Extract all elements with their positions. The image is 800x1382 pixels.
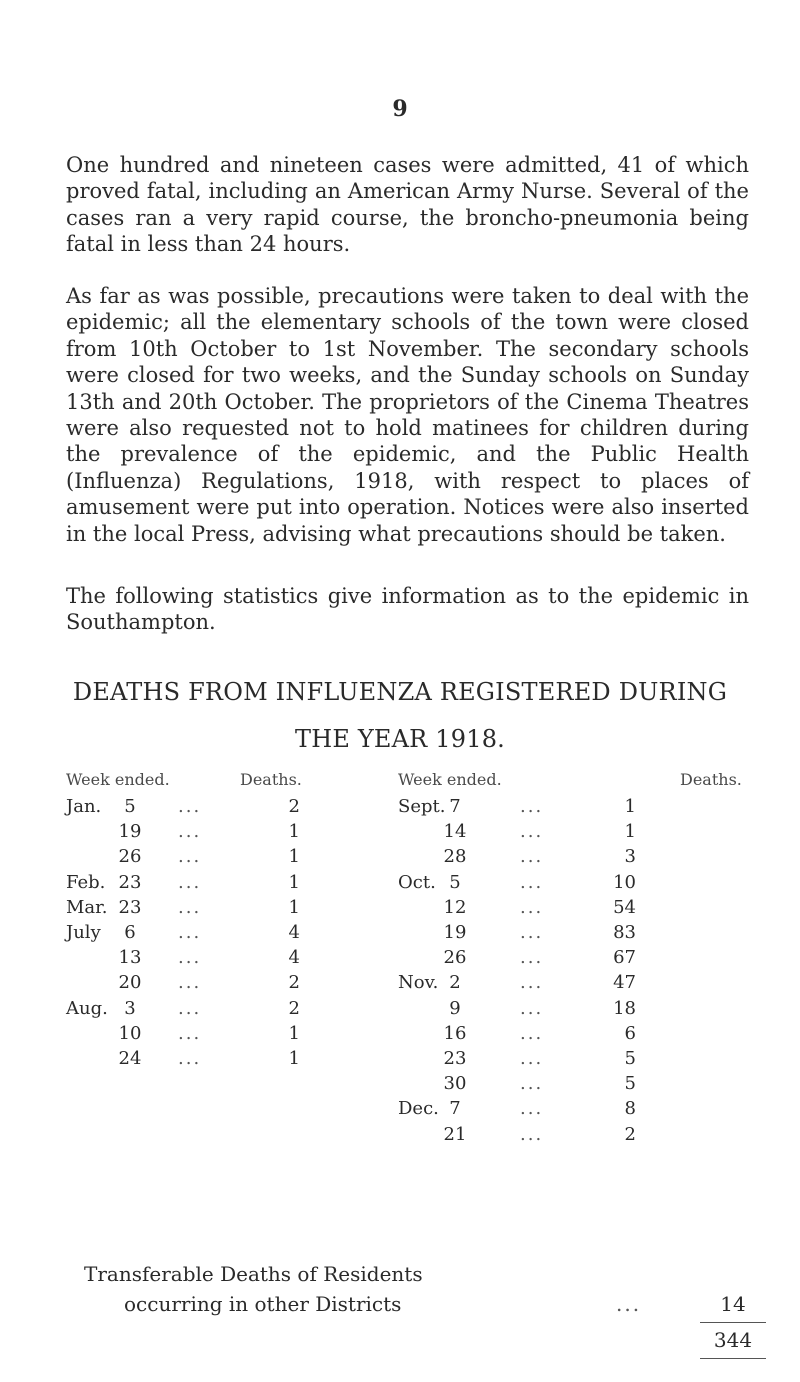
page-number: 9 (392, 96, 408, 122)
total-rule-bottom (700, 1358, 766, 1359)
footer-transferable-label-line1: Transferable Deaths of Residents (84, 1262, 423, 1286)
deaths-count: 1 (288, 896, 300, 918)
week-day: 26 (118, 846, 142, 868)
week-day: 6 (124, 922, 136, 943)
leader-dots: ... (520, 821, 544, 843)
deaths-count: 18 (613, 997, 636, 1019)
deaths-count: 10 (613, 871, 636, 893)
leader-dots: ... (178, 947, 202, 969)
deaths-count: 54 (613, 896, 636, 918)
week-day: 13 (118, 947, 142, 969)
table-row (0, 1098, 800, 1124)
paragraph-statistics-intro: The following statistics give information as to the epidemic in Southampton. (66, 584, 749, 635)
leader-dots: ... (178, 896, 202, 918)
table-row (0, 1124, 800, 1150)
deaths-count: 1 (624, 821, 636, 843)
leader-dots: ... (178, 871, 202, 893)
deaths-count: 83 (613, 922, 636, 943)
week-day: 23 (118, 871, 142, 893)
week-day: 5 (449, 871, 461, 893)
week-day: 23 (118, 896, 142, 918)
deaths-count: 2 (288, 796, 300, 817)
leader-dots: ... (520, 796, 544, 817)
paragraph-precautions: As far as was possible, precautions were taken to deal with the epidemic; all the elementary schools of the town were closed from 10th October to 1st November. The secondary schools were closed for two weeks, and the Sunday schools on Sunday 13th and 20th October. The proprietors of the Cinema Theatres were also requested not to hold matinees for children during the prevalence of the epidemic, and the Public Health (Influenza) Regulations, 1918, with respect to places of amusement were put into operation. Notices were also inserted in the local Press, advising what precautions should be taken. (66, 284, 749, 546)
table-row (0, 821, 800, 847)
deaths-count: 1 (288, 846, 300, 868)
leader-dots: ... (520, 1073, 544, 1095)
week-day: 9 (449, 997, 461, 1019)
week-month: Feb. (66, 871, 106, 893)
leader-dots: ... (178, 922, 202, 943)
leader-dots: ... (520, 972, 544, 994)
week-month: Nov. (398, 972, 439, 994)
week-day: 30 (443, 1073, 467, 1095)
deaths-count: 2 (288, 997, 300, 1019)
leader-dots: ... (520, 1048, 544, 1069)
table-title-line2: THE YEAR 1918. (295, 725, 505, 753)
total-rule-top (700, 1322, 766, 1323)
table-row (0, 872, 800, 898)
footer-transferable-label-line2: occurring in other Districts (124, 1292, 402, 1316)
leader-dots: ... (178, 997, 202, 1019)
deaths-count: 3 (624, 846, 636, 868)
week-day: 2 (449, 972, 461, 994)
week-day: 21 (443, 1123, 467, 1145)
week-day: 19 (118, 821, 142, 843)
leader-dots: ... (178, 821, 202, 843)
deaths-count: 2 (288, 972, 300, 994)
deaths-count: 5 (624, 1048, 636, 1069)
week-day: 26 (443, 947, 467, 969)
deaths-count: 1 (288, 871, 300, 893)
table-row (0, 897, 800, 923)
week-day: 14 (443, 821, 467, 843)
deaths-count: 47 (613, 972, 636, 994)
table-row (0, 1048, 800, 1074)
week-month: Aug. (66, 997, 108, 1019)
week-month: Jan. (66, 796, 102, 817)
leader-dots: ... (178, 796, 202, 817)
week-day: 20 (118, 972, 142, 994)
table-row (0, 846, 800, 872)
paragraph-cases-admitted: One hundred and nineteen cases were admitted, 41 of which proved fatal, including an American Army Nurse. Several of the cases ran a very rapid course, the broncho-pneumonia being fatal in less than 24 hours. (66, 153, 749, 257)
table-row (0, 998, 800, 1024)
leader-dots: ... (520, 1098, 544, 1120)
leader-dots: ... (520, 1123, 544, 1145)
footer-leader-dots: ... (616, 1292, 642, 1316)
week-day: 12 (443, 896, 467, 918)
deaths-count: 1 (288, 1022, 300, 1044)
week-day: 3 (124, 997, 136, 1019)
column-header-week-ended-right: Week ended. (398, 770, 502, 789)
leader-dots: ... (520, 922, 544, 943)
deaths-count: 1 (288, 1048, 300, 1069)
table-row (0, 796, 800, 822)
week-month: July (66, 922, 101, 943)
deaths-count: 5 (624, 1073, 636, 1095)
table-row (0, 1023, 800, 1049)
deaths-count: 1 (288, 821, 300, 843)
week-day: 23 (443, 1048, 467, 1069)
table-row (0, 947, 800, 973)
week-month: Sept. (398, 796, 446, 817)
footer-transferable-deaths: 14 (720, 1292, 746, 1316)
leader-dots: ... (520, 997, 544, 1019)
leader-dots: ... (520, 947, 544, 969)
week-day: 28 (443, 846, 467, 868)
deaths-table (0, 770, 800, 1150)
deaths-count: 1 (624, 796, 636, 817)
leader-dots: ... (178, 1048, 202, 1069)
column-header-deaths-left: Deaths. (240, 770, 302, 789)
week-day: 7 (449, 796, 461, 817)
week-day: 24 (118, 1048, 142, 1069)
week-month: Dec. (398, 1098, 439, 1120)
table-row (0, 922, 800, 948)
deaths-count: 2 (624, 1123, 636, 1145)
week-month: Oct. (398, 871, 436, 893)
table-row (0, 972, 800, 998)
leader-dots: ... (178, 846, 202, 868)
week-day: 16 (443, 1022, 467, 1044)
week-day: 19 (443, 922, 467, 943)
deaths-count: 4 (288, 922, 300, 943)
leader-dots: ... (520, 846, 544, 868)
week-day: 5 (124, 796, 136, 817)
table-row (0, 1073, 800, 1099)
week-day: 7 (449, 1098, 461, 1120)
column-header-week-ended-left: Week ended. (66, 770, 170, 789)
deaths-count: 6 (624, 1022, 636, 1044)
deaths-count: 67 (613, 947, 636, 969)
week-month: Mar. (66, 896, 108, 918)
leader-dots: ... (520, 1022, 544, 1044)
deaths-count: 8 (624, 1098, 636, 1120)
leader-dots: ... (520, 896, 544, 918)
leader-dots: ... (178, 972, 202, 994)
leader-dots: ... (520, 871, 544, 893)
footer-total: 344 (713, 1328, 753, 1352)
column-header-deaths-right: Deaths. (680, 770, 742, 789)
leader-dots: ... (178, 1022, 202, 1044)
deaths-count: 4 (288, 947, 300, 969)
week-day: 10 (118, 1022, 142, 1044)
table-title-line1: DEATHS FROM INFLUENZA REGISTERED DURING (72, 678, 728, 706)
